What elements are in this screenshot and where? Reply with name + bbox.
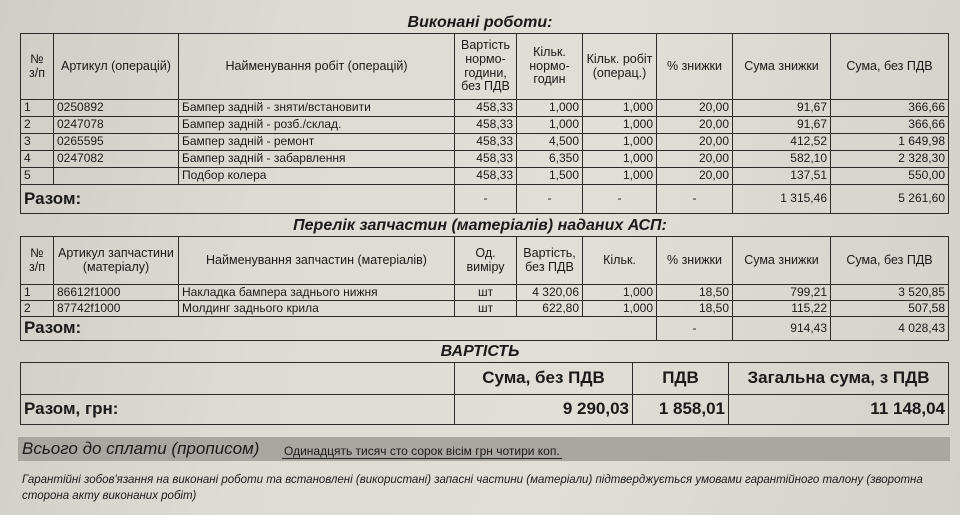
warranty-note: Гарантійні зобов'язання на виконані роботи та встановлені (використані) запасні частини (матеріали) підтверджується умовами гарантійного талону (зворотна сторона акту виконаних робіт) xyxy=(22,474,923,503)
sum-without-vat: 507,58 xyxy=(831,301,949,317)
operation-name: Бампер задній - забарвлення xyxy=(179,151,455,168)
operation-name: Бампер задній - зняти/встановити xyxy=(179,100,455,117)
operation-code: 0247078 xyxy=(54,117,179,134)
cost-table xyxy=(20,362,949,425)
empty-cell xyxy=(21,363,455,395)
row-number: 5 xyxy=(21,168,54,185)
table-row xyxy=(21,285,949,301)
operations-count: 1,000 xyxy=(583,151,657,168)
table-row xyxy=(21,301,949,317)
cost-header-cell: Загальна сума, з ПДВ xyxy=(729,363,949,395)
discount-percent: 20,00 xyxy=(657,100,733,117)
parts-header-cell: Сума, без ПДВ xyxy=(831,237,949,285)
operation-name: Подбор колера xyxy=(179,168,455,185)
works-total-row xyxy=(21,185,949,214)
parts-total-row xyxy=(21,317,949,341)
parts-header-cell: Од. виміру xyxy=(455,237,517,285)
part-name: Молдинг заднього крила xyxy=(179,301,455,317)
parts-header-cell: № з/п xyxy=(21,237,54,285)
works-header-cell: Кільк. робіт (операц.) xyxy=(583,34,657,100)
norm-hours: 1,000 xyxy=(517,117,583,134)
works-header-cell: Сума, без ПДВ xyxy=(831,34,949,100)
parts-total-sum: 4 028,43 xyxy=(831,317,949,341)
cost-section-title: ВАРТІСТЬ xyxy=(440,343,520,360)
dash-cell: - xyxy=(455,185,517,214)
hour-price: 458,33 xyxy=(455,134,517,151)
operation-code: 0250892 xyxy=(54,100,179,117)
row-number: 2 xyxy=(21,301,54,317)
norm-hours: 1,500 xyxy=(517,168,583,185)
parts-header-cell: Найменування запчастин (матеріалів) xyxy=(179,237,455,285)
hour-price: 458,33 xyxy=(455,100,517,117)
parts-total-discount: 914,43 xyxy=(733,317,831,341)
part-price: 4 320,06 xyxy=(517,285,583,301)
sum-without-vat: 1 649,98 xyxy=(831,134,949,151)
parts-header-cell: Кільк. xyxy=(583,237,657,285)
works-header-cell: № з/п xyxy=(21,34,54,100)
operation-name: Бампер задній - ремонт xyxy=(179,134,455,151)
table-row xyxy=(21,117,949,134)
row-number: 2 xyxy=(21,117,54,134)
table-row xyxy=(21,100,949,117)
discount-sum: 91,67 xyxy=(733,117,831,134)
row-number: 1 xyxy=(21,100,54,117)
discount-percent: 20,00 xyxy=(657,134,733,151)
cost-sum: 9 290,03 xyxy=(455,395,633,425)
sum-without-vat: 3 520,85 xyxy=(831,285,949,301)
part-code: 86612f1000 xyxy=(54,285,179,301)
works-total-sum: 5 261,60 xyxy=(831,185,949,214)
part-name: Накладка бампера заднього нижня xyxy=(179,285,455,301)
works-total-label: Разом: xyxy=(21,185,455,214)
words-label: Всього до сплати (прописом) xyxy=(22,439,260,458)
operations-count: 1,000 xyxy=(583,134,657,151)
works-header-cell: Найменування робіт (операцій) xyxy=(179,34,455,100)
table-row xyxy=(21,168,949,185)
sum-without-vat: 2 328,30 xyxy=(831,151,949,168)
table-row xyxy=(21,134,949,151)
row-number: 4 xyxy=(21,151,54,168)
part-price: 622,80 xyxy=(517,301,583,317)
discount-percent: 20,00 xyxy=(657,117,733,134)
discount-sum: 412,52 xyxy=(733,134,831,151)
words-value: Одинадцять тисяч сто сорок вісім грн чотири коп. xyxy=(284,444,560,458)
row-number: 3 xyxy=(21,134,54,151)
works-table xyxy=(20,33,949,214)
part-code: 87742f1000 xyxy=(54,301,179,317)
sum-without-vat: 366,66 xyxy=(831,117,949,134)
operation-name: Бампер задній - розб./склад. xyxy=(179,117,455,134)
norm-hours: 4,500 xyxy=(517,134,583,151)
operation-code: 0247082 xyxy=(54,151,179,168)
cost-vat: 1 858,01 xyxy=(633,395,729,425)
works-header-cell: % знижки xyxy=(657,34,733,100)
dash-cell: - xyxy=(657,185,733,214)
discount-sum: 799,21 xyxy=(733,285,831,301)
works-header-cell: Артикул (операцій) xyxy=(54,34,179,100)
discount-percent: 20,00 xyxy=(657,151,733,168)
hour-price: 458,33 xyxy=(455,117,517,134)
operation-code: 0265595 xyxy=(54,134,179,151)
sum-without-vat: 550,00 xyxy=(831,168,949,185)
operation-code xyxy=(54,168,179,185)
discount-percent: 18,50 xyxy=(657,285,733,301)
discount-sum: 91,67 xyxy=(733,100,831,117)
dash-cell: - xyxy=(657,317,733,341)
works-section-title: Виконані роботи: xyxy=(407,14,553,31)
operations-count: 1,000 xyxy=(583,100,657,117)
discount-sum: 115,22 xyxy=(733,301,831,317)
sum-without-vat: 366,66 xyxy=(831,100,949,117)
works-header-row xyxy=(21,34,949,100)
quantity: 1,000 xyxy=(583,301,657,317)
parts-section-title: Перелік запчастин (матеріалів) наданих АСП: xyxy=(293,217,667,234)
hour-price: 458,33 xyxy=(455,151,517,168)
dash-cell: - xyxy=(517,185,583,214)
parts-table xyxy=(20,236,949,341)
works-total-discount: 1 315,46 xyxy=(733,185,831,214)
quantity: 1,000 xyxy=(583,285,657,301)
dash-cell: - xyxy=(583,185,657,214)
table-row xyxy=(21,151,949,168)
parts-header-row xyxy=(21,237,949,285)
parts-header-cell: Сума знижки xyxy=(733,237,831,285)
norm-hours: 1,000 xyxy=(517,100,583,117)
cost-header-cell: ПДВ xyxy=(633,363,729,395)
discount-percent: 18,50 xyxy=(657,301,733,317)
cost-grand-total: 11 148,04 xyxy=(729,395,949,425)
parts-header-cell: Вартість, без ПДВ xyxy=(517,237,583,285)
operations-count: 1,000 xyxy=(583,168,657,185)
cost-total-row xyxy=(21,395,949,425)
cost-total-label: Разом, грн: xyxy=(21,395,455,425)
parts-header-cell: Артикул запчастини (матеріалу) xyxy=(54,237,179,285)
discount-percent: 20,00 xyxy=(657,168,733,185)
operations-count: 1,000 xyxy=(583,117,657,134)
discount-sum: 582,10 xyxy=(733,151,831,168)
cost-header-row xyxy=(21,363,949,395)
unit: шт xyxy=(455,301,517,317)
norm-hours: 6,350 xyxy=(517,151,583,168)
cost-header-cell: Сума, без ПДВ xyxy=(455,363,633,395)
works-header-cell: Вартість нормо-години, без ПДВ xyxy=(455,34,517,100)
hour-price: 458,33 xyxy=(455,168,517,185)
parts-header-cell: % знижки xyxy=(657,237,733,285)
unit: шт xyxy=(455,285,517,301)
works-header-cell: Сума знижки xyxy=(733,34,831,100)
parts-total-label: Разом: xyxy=(21,317,657,341)
discount-sum: 137,51 xyxy=(733,168,831,185)
row-number: 1 xyxy=(21,285,54,301)
works-header-cell: Кільк. нормо-годин xyxy=(517,34,583,100)
